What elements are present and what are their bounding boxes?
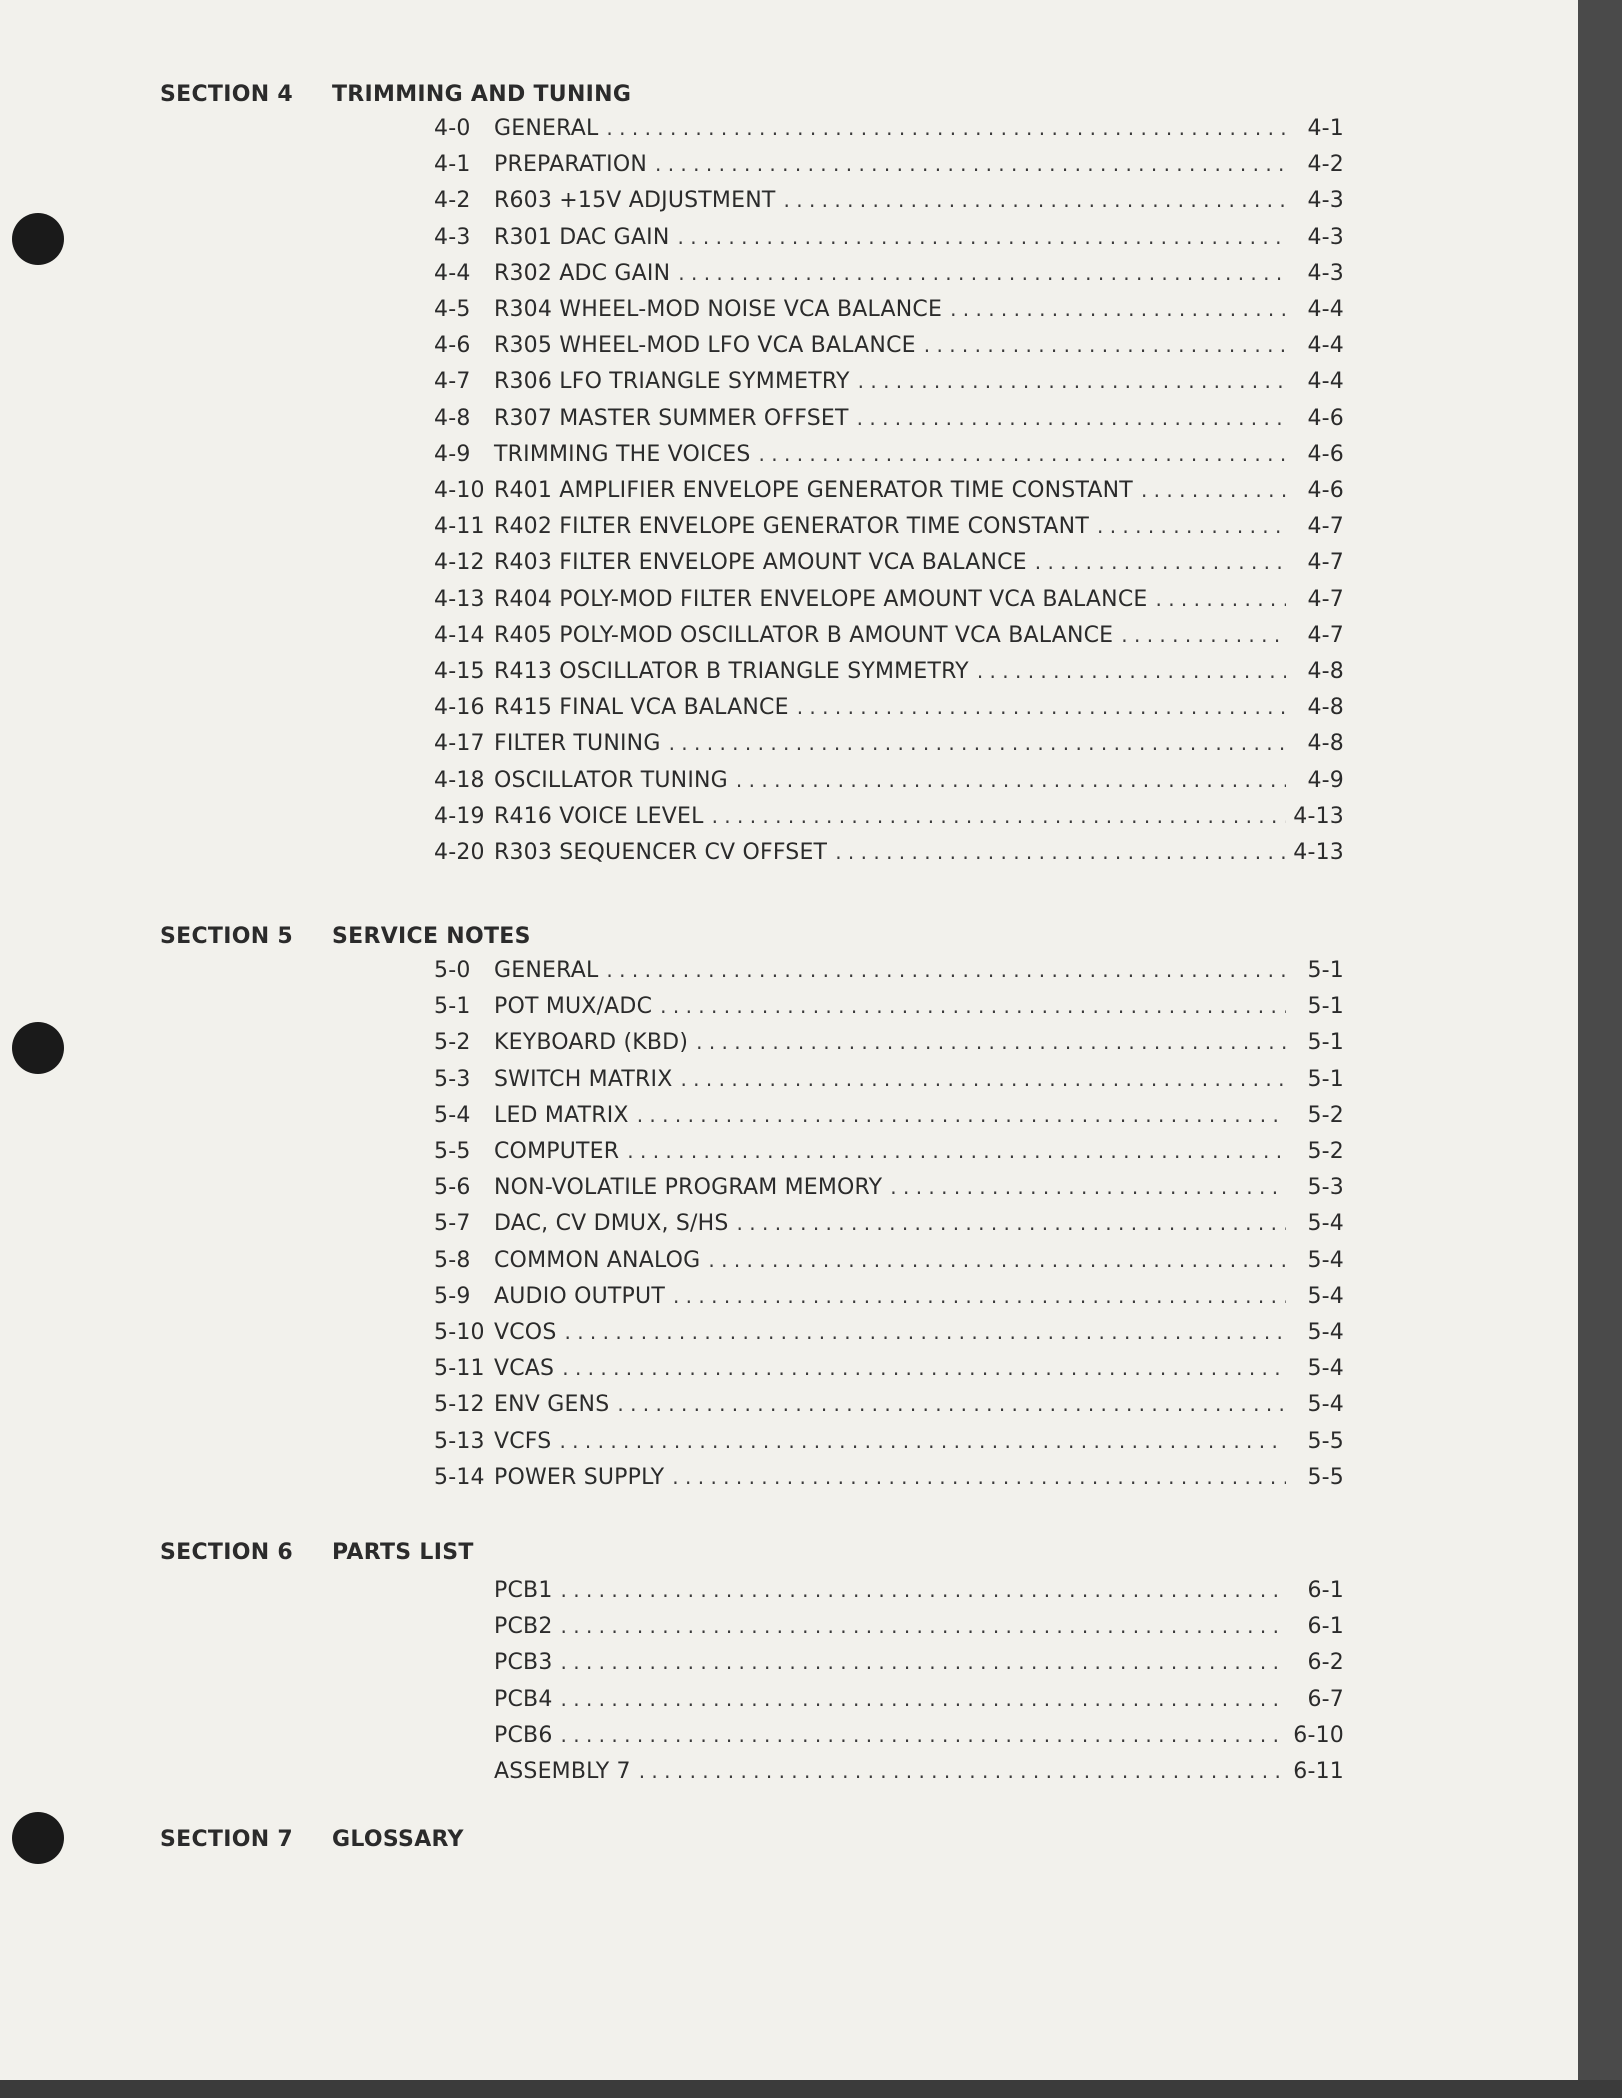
entry-number: 4-17 bbox=[434, 731, 485, 757]
entry-title: PREPARATION bbox=[494, 152, 647, 178]
entry-number: 5-9 bbox=[434, 1283, 471, 1309]
entry-title: COMPUTER bbox=[494, 1139, 620, 1164]
dot-leader bbox=[1121, 623, 1286, 647]
toc-entry[interactable] bbox=[434, 768, 1344, 798]
entry-number: 5-2 bbox=[434, 1030, 471, 1056]
entry-page: 4-7 bbox=[1307, 622, 1344, 648]
toc-entry[interactable] bbox=[434, 1284, 1344, 1314]
dot-leader bbox=[736, 768, 1286, 792]
dot-leader bbox=[784, 188, 1286, 212]
entry-title: ASSEMBLY 7 bbox=[494, 1759, 631, 1784]
entry-number: 4-15 bbox=[434, 659, 485, 684]
toc-entry[interactable] bbox=[434, 1465, 1344, 1495]
entry-number: 4-20 bbox=[434, 840, 485, 865]
dot-leader bbox=[977, 659, 1286, 683]
toc-entry[interactable] bbox=[434, 994, 1344, 1024]
toc-entry[interactable] bbox=[434, 731, 1344, 761]
dot-leader bbox=[617, 1392, 1286, 1416]
toc-entry[interactable] bbox=[434, 116, 1344, 146]
dot-leader bbox=[857, 406, 1286, 430]
entry-title: PCB1 bbox=[494, 1578, 553, 1603]
entry-page: 4-8 bbox=[1307, 731, 1344, 757]
toc-entry[interactable] bbox=[434, 1723, 1344, 1753]
dot-leader bbox=[835, 840, 1286, 864]
section-title: GLOSSARY bbox=[332, 1827, 464, 1852]
entry-page: 4-7 bbox=[1307, 514, 1344, 540]
toc-entry[interactable] bbox=[434, 958, 1344, 988]
entry-title: R301 DAC GAIN bbox=[494, 224, 670, 250]
toc-entry[interactable] bbox=[434, 369, 1344, 399]
entry-number: 4-12 bbox=[434, 550, 485, 576]
dot-leader bbox=[797, 695, 1286, 719]
entry-title: R302 ADC GAIN bbox=[494, 260, 671, 286]
section-number: SECTION 7 bbox=[160, 1827, 293, 1852]
entry-number: 5-5 bbox=[434, 1139, 471, 1164]
entry-title: LED MATRIX bbox=[494, 1102, 629, 1128]
entry-page: 4-6 bbox=[1307, 478, 1344, 503]
entry-page: 4-8 bbox=[1307, 695, 1344, 721]
entry-number: 5-7 bbox=[434, 1211, 471, 1237]
entry-title: R415 FINAL VCA BALANCE bbox=[494, 695, 789, 721]
entry-number: 4-0 bbox=[434, 116, 471, 141]
entry-page: 4-1 bbox=[1307, 116, 1344, 141]
entry-title: SWITCH MATRIX bbox=[494, 1066, 673, 1092]
toc-entry[interactable] bbox=[434, 1175, 1344, 1205]
dot-leader bbox=[890, 1175, 1286, 1199]
toc-entry[interactable] bbox=[434, 623, 1344, 653]
entry-number: 4-14 bbox=[434, 622, 485, 648]
entry-title: R404 POLY-MOD FILTER ENVELOPE AMOUNT VCA BALANCE bbox=[494, 586, 1148, 612]
dot-leader bbox=[559, 1429, 1286, 1453]
entry-number: 4-11 bbox=[434, 514, 485, 540]
section-title: PARTS LIST bbox=[332, 1540, 474, 1565]
dot-leader bbox=[606, 116, 1286, 140]
toc-entry[interactable] bbox=[434, 261, 1344, 291]
dot-leader bbox=[561, 1687, 1286, 1711]
entry-title: R306 LFO TRIANGLE SYMMETRY bbox=[494, 369, 850, 395]
entry-page: 6-10 bbox=[1293, 1722, 1344, 1748]
entry-page: 5-4 bbox=[1307, 1247, 1344, 1273]
entry-page: 4-2 bbox=[1307, 152, 1344, 178]
dot-leader bbox=[712, 804, 1286, 828]
dot-leader bbox=[660, 994, 1286, 1018]
scan-edge-right bbox=[1578, 0, 1622, 2098]
entry-page: 4-9 bbox=[1307, 767, 1344, 793]
dot-leader bbox=[924, 333, 1286, 357]
entry-number: 4-19 bbox=[434, 803, 485, 829]
dot-leader bbox=[627, 1139, 1286, 1163]
toc-entry[interactable] bbox=[434, 1211, 1344, 1241]
entry-title: VCFS bbox=[494, 1428, 552, 1454]
entry-number: 4-18 bbox=[434, 767, 485, 793]
entry-number: 5-6 bbox=[434, 1175, 471, 1201]
entry-title: GENERAL bbox=[494, 116, 599, 141]
toc-entry[interactable] bbox=[434, 550, 1344, 580]
entry-number: 4-13 bbox=[434, 586, 485, 612]
entry-title: R413 OSCILLATOR B TRIANGLE SYMMETRY bbox=[494, 659, 969, 684]
entry-page: 5-1 bbox=[1307, 1030, 1344, 1056]
entry-number: 5-14 bbox=[434, 1464, 485, 1490]
dot-leader bbox=[678, 261, 1286, 285]
entry-page: 5-5 bbox=[1307, 1464, 1344, 1490]
section-number: SECTION 5 bbox=[160, 924, 293, 949]
entry-number: 5-0 bbox=[434, 958, 471, 983]
entry-number: 5-8 bbox=[434, 1247, 471, 1273]
dot-leader bbox=[1156, 587, 1287, 611]
entry-page: 4-3 bbox=[1307, 260, 1344, 286]
entry-page: 4-4 bbox=[1307, 333, 1344, 359]
entry-title: TRIMMING THE VOICES bbox=[494, 441, 751, 467]
entry-page: 4-13 bbox=[1293, 840, 1344, 865]
dot-leader bbox=[1097, 514, 1286, 538]
entry-title: PCB3 bbox=[494, 1650, 553, 1676]
dot-leader bbox=[561, 1650, 1286, 1674]
entry-title: OSCILLATOR TUNING bbox=[494, 767, 728, 793]
entry-title: R307 MASTER SUMMER OFFSET bbox=[494, 405, 849, 431]
dot-leader bbox=[561, 1578, 1286, 1602]
entry-page: 5-4 bbox=[1307, 1320, 1344, 1345]
punch-hole bbox=[12, 213, 64, 265]
toc-entry[interactable] bbox=[434, 406, 1344, 436]
toc-entry[interactable] bbox=[434, 695, 1344, 725]
entry-number: 4-8 bbox=[434, 405, 471, 431]
entry-number: 5-1 bbox=[434, 994, 471, 1020]
entry-title: VCOS bbox=[494, 1320, 557, 1345]
entry-page: 4-4 bbox=[1307, 369, 1344, 395]
entry-number: 4-4 bbox=[434, 260, 471, 286]
toc-entry[interactable] bbox=[434, 297, 1344, 327]
toc-entry[interactable] bbox=[434, 1356, 1344, 1386]
entry-title: R403 FILTER ENVELOPE AMOUNT VCA BALANCE bbox=[494, 550, 1027, 576]
dot-leader bbox=[680, 1067, 1286, 1091]
entry-title: POWER SUPPLY bbox=[494, 1464, 665, 1490]
entry-page: 6-1 bbox=[1307, 1578, 1344, 1603]
entry-number: 4-7 bbox=[434, 369, 471, 395]
toc-entry[interactable] bbox=[434, 1429, 1344, 1459]
entry-page: 6-7 bbox=[1307, 1686, 1344, 1712]
section-number: SECTION 6 bbox=[160, 1540, 293, 1565]
entry-page: 4-13 bbox=[1293, 803, 1344, 829]
entry-title: ENV GENS bbox=[494, 1392, 610, 1418]
dot-leader bbox=[561, 1614, 1286, 1638]
entry-title: PCB6 bbox=[494, 1722, 553, 1748]
entry-page: 6-1 bbox=[1307, 1614, 1344, 1640]
dot-leader bbox=[639, 1759, 1286, 1783]
dot-leader bbox=[708, 1248, 1286, 1272]
entry-page: 5-2 bbox=[1307, 1139, 1344, 1164]
toc-entry[interactable] bbox=[434, 1030, 1344, 1060]
toc-entry[interactable] bbox=[434, 1248, 1344, 1278]
dot-leader bbox=[1141, 478, 1286, 502]
entry-number: 4-1 bbox=[434, 152, 471, 178]
toc-entry[interactable] bbox=[434, 1614, 1344, 1644]
entry-page: 6-11 bbox=[1293, 1759, 1344, 1784]
entry-number: 5-10 bbox=[434, 1320, 485, 1345]
dot-leader bbox=[759, 442, 1286, 466]
toc-entry[interactable] bbox=[434, 1320, 1344, 1350]
entry-page: 5-5 bbox=[1307, 1428, 1344, 1454]
entry-title: GENERAL bbox=[494, 958, 599, 983]
toc-entry[interactable] bbox=[434, 514, 1344, 544]
toc-entry[interactable] bbox=[434, 1392, 1344, 1422]
entry-title: PCB2 bbox=[494, 1614, 553, 1640]
section-title: SERVICE NOTES bbox=[332, 924, 531, 949]
entry-title: VCAS bbox=[494, 1356, 555, 1382]
toc-entry[interactable] bbox=[434, 188, 1344, 218]
entry-page: 4-6 bbox=[1307, 441, 1344, 467]
entry-page: 5-1 bbox=[1307, 1066, 1344, 1092]
entry-title: FILTER TUNING bbox=[494, 731, 661, 757]
entry-title: R303 SEQUENCER CV OFFSET bbox=[494, 840, 828, 865]
toc-entry[interactable] bbox=[434, 1103, 1344, 1133]
dot-leader bbox=[561, 1723, 1286, 1747]
toc-entry[interactable] bbox=[434, 333, 1344, 363]
entry-title: R401 AMPLIFIER ENVELOPE GENERATOR TIME CONSTANT bbox=[494, 478, 1133, 503]
entry-title: R416 VOICE LEVEL bbox=[494, 803, 704, 829]
entry-title: R402 FILTER ENVELOPE GENERATOR TIME CONSTANT bbox=[494, 514, 1089, 540]
entry-page: 4-4 bbox=[1307, 297, 1344, 322]
entry-title: DAC, CV DMUX, S/HS bbox=[494, 1211, 729, 1237]
entry-page: 4-3 bbox=[1307, 188, 1344, 214]
toc-entry[interactable] bbox=[434, 225, 1344, 255]
dot-leader bbox=[950, 297, 1286, 321]
entry-title: R305 WHEEL-MOD LFO VCA BALANCE bbox=[494, 333, 916, 359]
toc-entry[interactable] bbox=[434, 1067, 1344, 1097]
dot-leader bbox=[655, 152, 1286, 176]
toc-entry[interactable] bbox=[434, 1139, 1344, 1169]
entry-page: 4-7 bbox=[1307, 586, 1344, 612]
entry-page: 5-1 bbox=[1307, 958, 1344, 983]
entry-page: 5-3 bbox=[1307, 1175, 1344, 1201]
toc-entry[interactable] bbox=[434, 659, 1344, 689]
entry-title: PCB4 bbox=[494, 1686, 553, 1712]
toc-entry[interactable] bbox=[434, 587, 1344, 617]
dot-leader bbox=[678, 225, 1287, 249]
entry-number: 5-3 bbox=[434, 1066, 471, 1092]
entry-title: R603 +15V ADJUSTMENT bbox=[494, 188, 776, 214]
entry-page: 4-8 bbox=[1307, 659, 1344, 684]
dot-leader bbox=[737, 1211, 1286, 1235]
entry-number: 5-11 bbox=[434, 1356, 485, 1382]
punch-hole bbox=[12, 1812, 64, 1864]
entry-page: 4-6 bbox=[1307, 405, 1344, 431]
entry-number: 4-6 bbox=[434, 333, 471, 359]
toc-entry[interactable] bbox=[434, 1687, 1344, 1717]
entry-number: 4-9 bbox=[434, 441, 471, 467]
entry-title: NON-VOLATILE PROGRAM MEMORY bbox=[494, 1175, 883, 1201]
entry-title: COMMON ANALOG bbox=[494, 1247, 701, 1273]
toc-entry[interactable] bbox=[434, 840, 1344, 870]
entry-title: R405 POLY-MOD OSCILLATOR B AMOUNT VCA BALANCE bbox=[494, 622, 1114, 648]
dot-leader bbox=[696, 1030, 1286, 1054]
entry-page: 5-4 bbox=[1307, 1356, 1344, 1382]
entry-number: 4-10 bbox=[434, 478, 485, 503]
entry-page: 4-7 bbox=[1307, 550, 1344, 576]
dot-leader bbox=[637, 1103, 1286, 1127]
entry-page: 5-2 bbox=[1307, 1102, 1344, 1128]
toc-entry[interactable] bbox=[434, 152, 1344, 182]
dot-leader bbox=[565, 1320, 1287, 1344]
dot-leader bbox=[562, 1356, 1286, 1380]
section-number: SECTION 4 bbox=[160, 82, 293, 107]
entry-number: 5-13 bbox=[434, 1428, 485, 1454]
dot-leader bbox=[858, 369, 1286, 393]
dot-leader bbox=[672, 1465, 1286, 1489]
toc-entry[interactable] bbox=[434, 1578, 1344, 1608]
dot-leader bbox=[673, 1284, 1286, 1308]
entry-page: 6-2 bbox=[1307, 1650, 1344, 1676]
punch-hole bbox=[12, 1022, 64, 1074]
section-title: TRIMMING AND TUNING bbox=[332, 82, 632, 107]
entry-number: 5-12 bbox=[434, 1392, 485, 1418]
entry-title: R304 WHEEL-MOD NOISE VCA BALANCE bbox=[494, 297, 943, 322]
toc-entry[interactable] bbox=[434, 804, 1344, 834]
dot-leader bbox=[669, 731, 1286, 755]
dot-leader bbox=[606, 958, 1286, 982]
entry-page: 5-4 bbox=[1307, 1211, 1344, 1237]
toc-entry[interactable] bbox=[434, 1759, 1344, 1789]
entry-number: 4-16 bbox=[434, 695, 485, 721]
entry-page: 5-4 bbox=[1307, 1392, 1344, 1418]
toc-entry[interactable] bbox=[434, 442, 1344, 472]
entry-title: AUDIO OUTPUT bbox=[494, 1283, 665, 1309]
entry-title: POT MUX/ADC bbox=[494, 994, 653, 1020]
entry-number: 4-3 bbox=[434, 224, 471, 250]
entry-number: 5-4 bbox=[434, 1102, 471, 1128]
entry-number: 4-2 bbox=[434, 188, 471, 214]
entry-page: 5-1 bbox=[1307, 994, 1344, 1020]
dot-leader bbox=[1035, 550, 1286, 574]
scan-edge-bottom bbox=[0, 2080, 1622, 2098]
entry-page: 4-3 bbox=[1307, 224, 1344, 250]
entry-page: 5-4 bbox=[1307, 1283, 1344, 1309]
toc-entry[interactable] bbox=[434, 1650, 1344, 1680]
toc-entry[interactable] bbox=[434, 478, 1344, 508]
entry-title: KEYBOARD (KBD) bbox=[494, 1030, 689, 1056]
entry-number: 4-5 bbox=[434, 297, 471, 322]
